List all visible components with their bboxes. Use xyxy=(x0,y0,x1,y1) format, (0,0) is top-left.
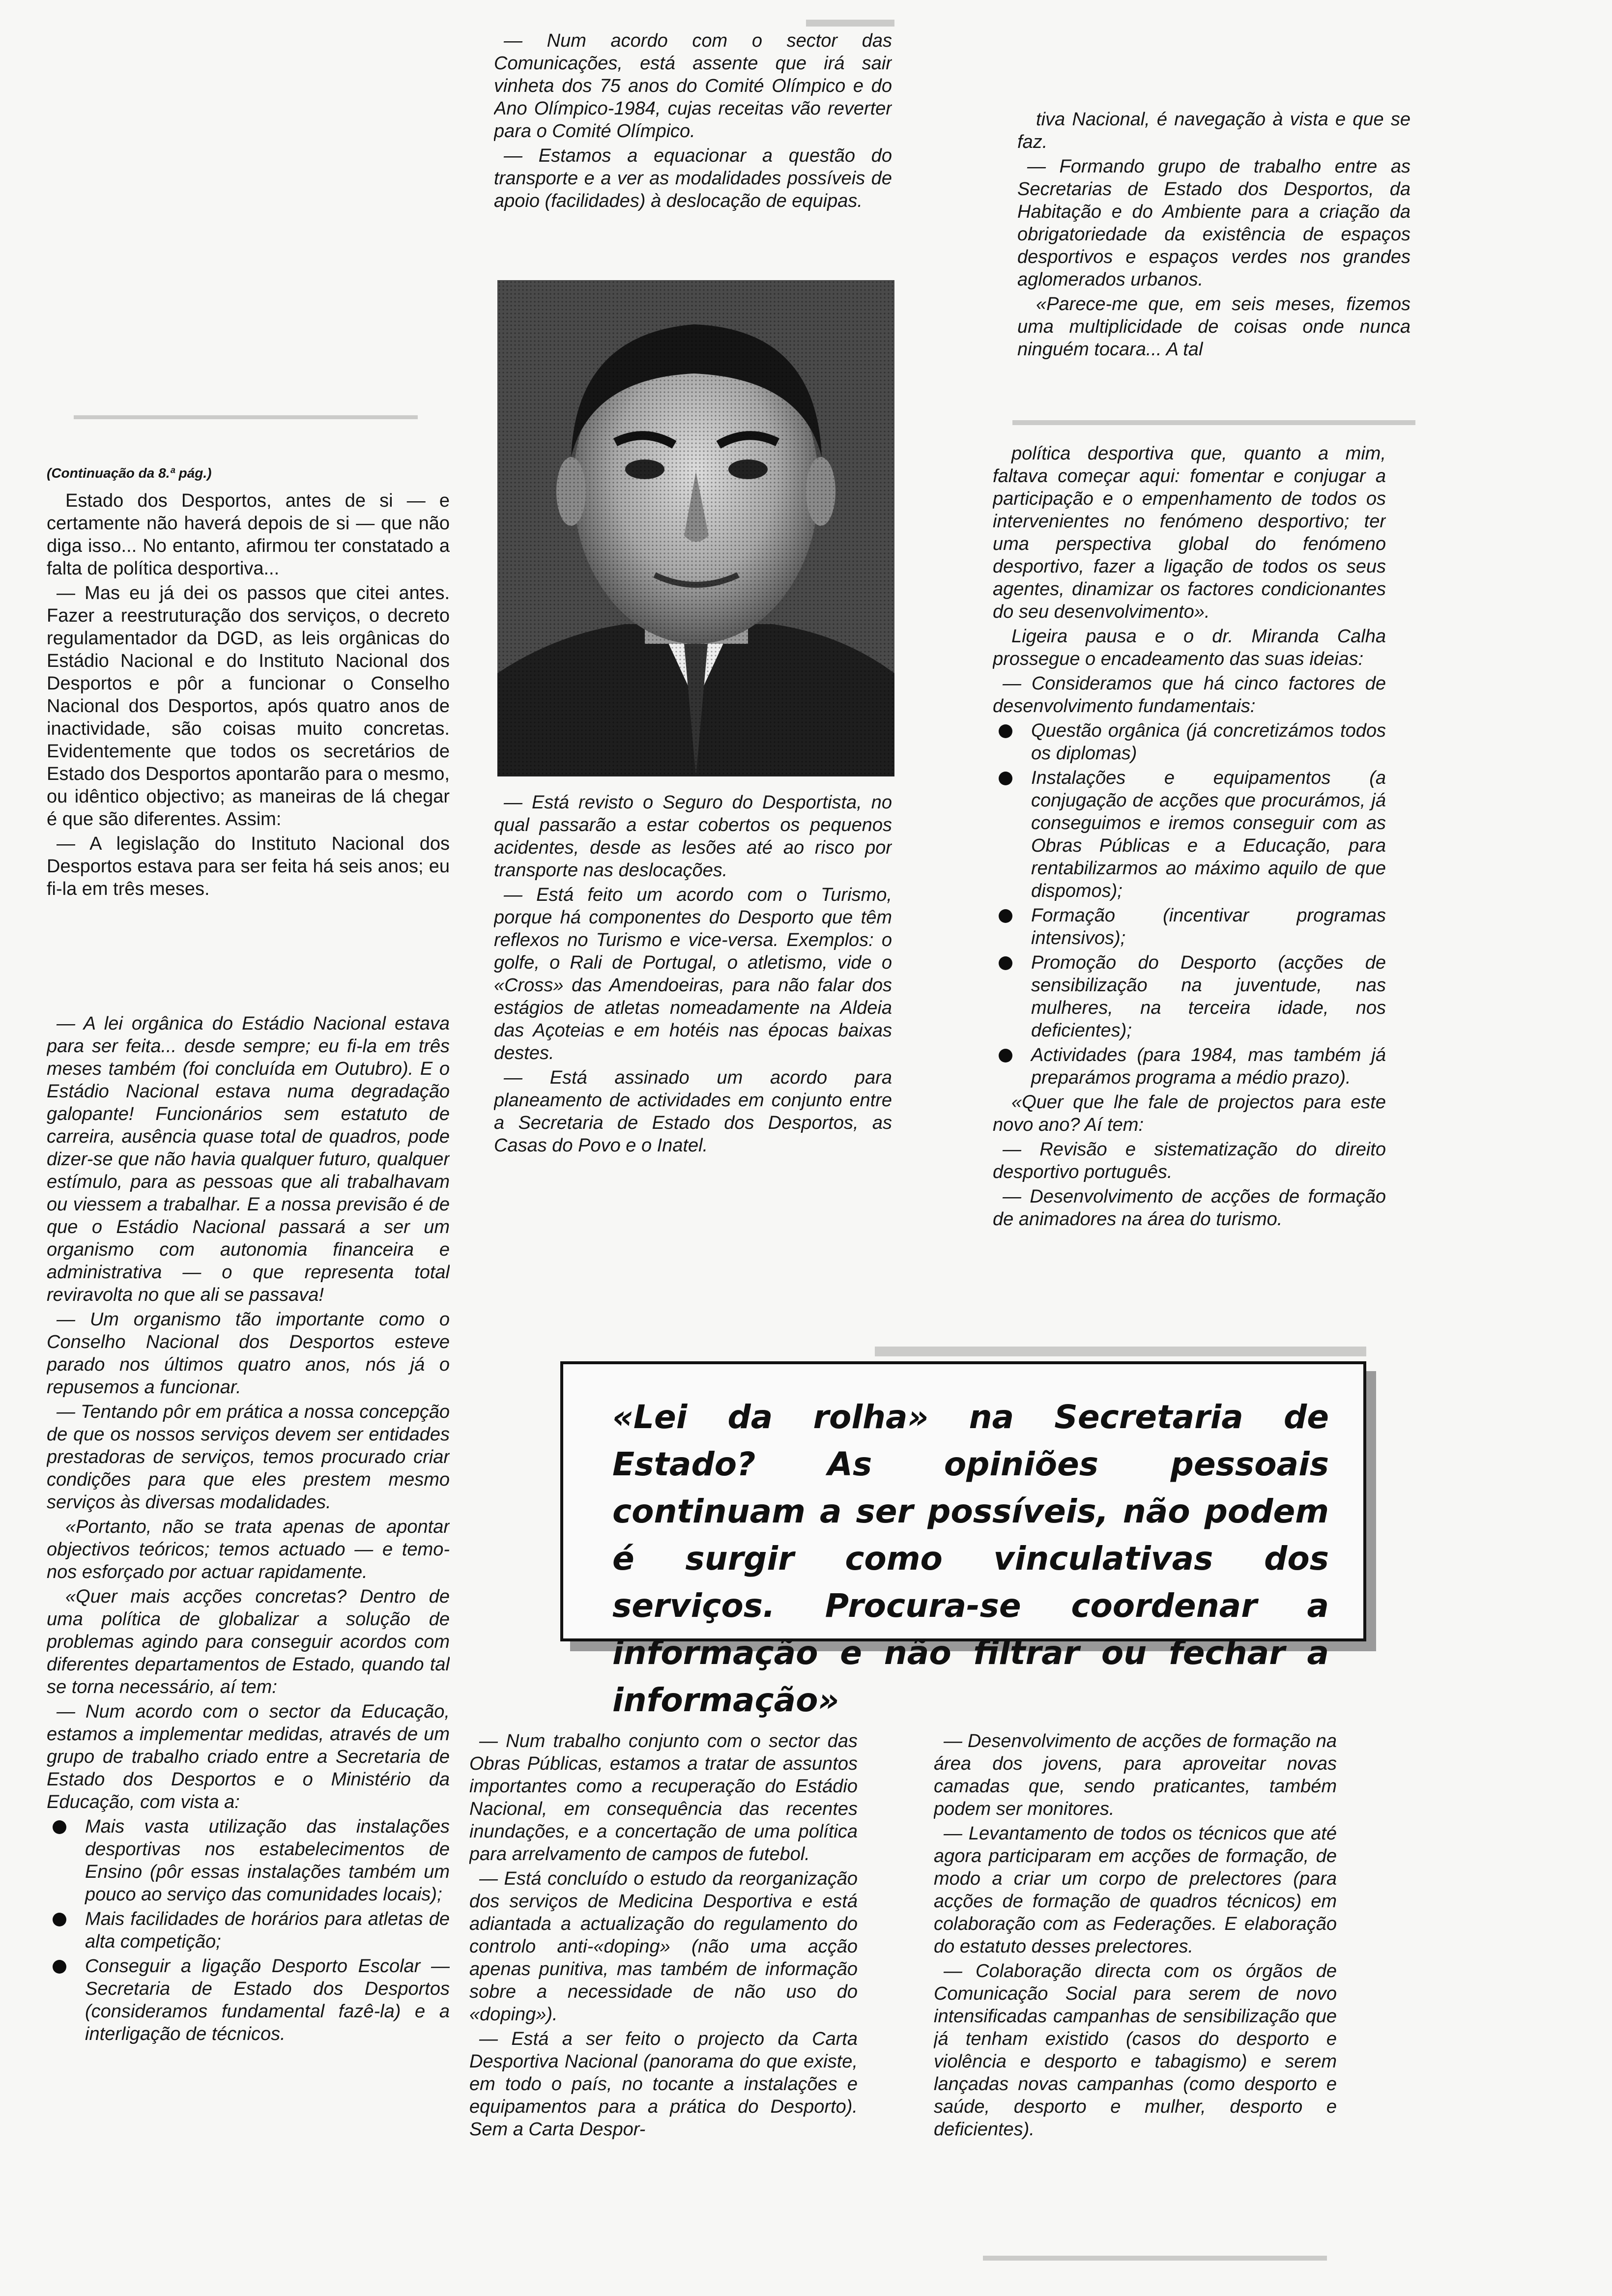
bullet-item xyxy=(993,1044,1386,1089)
paragraph-text: Questão orgânica (já concretizámos todos os diplomas) xyxy=(1031,720,1386,764)
paragraph xyxy=(993,442,1386,623)
bullet-item xyxy=(993,951,1386,1042)
paragraph-text: — Estamos a equacionar a questão do transporte e a ver as modalidades possíveis de apoio (facilidades) à deslocação de equipas. xyxy=(494,145,892,211)
paragraph-text: — Está feito um acordo com o Turismo, porque há componentes do Desporto que têm reflexos no Turismo e vice-versa. Exemplos: o golfe, o Rali de Portugal, o atletismo, vide o «Cross» das Amendoeiras, para não falar dos estágios de atletas nomeadamente na Aldeia das Açoteias e em hotéis nas épocas baixas destes. xyxy=(494,885,892,1063)
paragraph-text: — Está assinado um acordo para planeamento de actividades em conjunto entre a Secretaria de Estado dos Desportos, as Casas do Povo e o Inatel. xyxy=(494,1067,892,1156)
scan-speck xyxy=(74,415,418,419)
clipping-left-top xyxy=(47,462,450,983)
paragraph xyxy=(494,29,892,143)
scan-speck xyxy=(1012,420,1415,425)
clipping-right-top xyxy=(1017,108,1410,403)
paragraph xyxy=(47,1401,450,1514)
paragraph-text: — Um organismo tão importante como o Conselho Nacional dos Desportos esteve parado nos últimos quatro anos, nós já o repusemos a funcionar. xyxy=(47,1309,450,1398)
paragraph xyxy=(47,1516,450,1583)
paragraph xyxy=(469,1867,858,2026)
bullet-item xyxy=(47,1815,450,1906)
paragraph xyxy=(993,625,1386,670)
bullet-dot-icon xyxy=(999,956,1012,970)
bullet-dot-icon xyxy=(999,724,1012,738)
paragraph-text: — Mas eu já dei os passos que citei antes. Fazer a reestruturação dos serviços, o decreto regulamentador da DGD, as leis orgânicas do Estádio Nacional e do Instituto Nacional dos Desportos e pôr a funcionar o Conselho Nacional dos Desportos, após quatro anos de inactividade, são coisas muito concretas. Evidentemente que todos os secretários de Estado dos Desportos apontarão para o mesmo, ou idêntico objectivo; as maneiras de lá chegar é que são diferentes. Assim: xyxy=(47,583,450,830)
scan-speck xyxy=(875,1347,1366,1356)
bullet-item xyxy=(993,719,1386,765)
paragraph-text: Conseguir a ligação Desporto Escolar — Secretaria de Estado dos Desportos (consideramos fundamental fazê-la) e a interligação de técnicos. xyxy=(85,1956,450,2044)
paragraph-text: «Quer que lhe fale de projectos para este novo ano? Aí tem: xyxy=(993,1092,1386,1135)
bullet-dot-icon xyxy=(999,772,1012,785)
paragraph-text: — Num acordo com o sector das Comunicações, está assente que irá sair vinheta dos 75 anos do Comité Olímpico e do Ano Olímpico-1984, cujas receitas vão reverter para o Comité Olímpico. xyxy=(494,30,892,142)
paragraph xyxy=(1017,293,1410,361)
paragraph xyxy=(993,672,1386,718)
paragraph xyxy=(494,884,892,1064)
pull-quote-box xyxy=(560,1361,1366,1719)
paragraph-text: — Num acordo com o sector da Educação, estamos a implementar medidas, através de um grupo de trabalho criado entre a Secretaria de Estado dos Desportos e o Ministério da Educação, com vista a: xyxy=(47,1701,450,1812)
paragraph-text: «Parece-me que, em seis meses, fizemos uma multiplicidade de coisas onde nunca ninguém tocara... A tal xyxy=(1017,294,1410,360)
paragraph-text: — Desenvolvimento de acções de formação de animadores na área do turismo. xyxy=(993,1186,1386,1230)
paragraph xyxy=(934,1730,1337,1820)
paragraph-text: Estado dos Desportos, antes de si — e certamente não haverá depois de si — que não diga isso... No entanto, afirmou ter constatado a falta de política desportiva... xyxy=(47,490,450,579)
paragraph-text: — A legislação do Instituto Nacional dos Desportos estava para ser feita há seis anos; eu fi-la em três meses. xyxy=(47,833,450,899)
paragraph-text: — Levantamento de todos os técnicos que até agora participaram em acções de formação, de modo a criar um corpo de prelectores (para acções de formação de quadros técnicos) em colaboração com as Federações. E elaboração do estatuto desses prelectores. xyxy=(934,1823,1337,1957)
portrait-photo xyxy=(497,280,894,776)
paragraph-text: Mais facilidades de horários para atletas de alta competição; xyxy=(85,1909,450,1952)
clipping-left-top-body xyxy=(47,489,450,900)
paragraph xyxy=(494,791,892,882)
clipping-bottom-right xyxy=(934,1730,1337,2270)
bullet-dot-icon xyxy=(53,1960,66,1974)
paragraph xyxy=(993,1138,1386,1183)
pull-quote-text: «Lei da rolha» na Secretaria de Estado? As opiniões pessoais continuam a ser possíveis, não podem é surgir como vinculativas dos serviços. Procura-se coordenar a informação e não filtrar ou fechar a informação» xyxy=(612,1398,1329,1719)
paragraph xyxy=(47,1308,450,1399)
paragraph xyxy=(934,1822,1337,1958)
paragraph-text: — Desenvolvimento de acções de formação na área dos jovens, para aproveitar novas camadas que, sendo praticantes, também podem ser monitores. xyxy=(934,1731,1337,1819)
clipping-bottom-center xyxy=(469,1730,858,2270)
paragraph xyxy=(494,1066,892,1157)
paragraph xyxy=(1017,155,1410,291)
bullet-dot-icon xyxy=(53,1913,66,1926)
clipping-left-long xyxy=(47,1012,450,2270)
paragraph-text: «Portanto, não se trata apenas de apontar objectivos teóricos; temos actuado — e temo-nos esforçado por actuar rapidamente. xyxy=(47,1517,450,1582)
paragraph-text: Formação (incentivar programas intensivos); xyxy=(1031,905,1386,948)
paragraph-text: política desportiva que, quanto a mim, faltava começar aqui: fomentar e conjugar a participação e o empenhamento de todos os intervenientes no fenómeno desportivo; ter uma perspectiva global do fenómeno desportivo, fazer a ligação de todos os seus agentes, dinamizar os factores condicionantes do seu desenvolvimento». xyxy=(993,443,1386,622)
bullet-dot-icon xyxy=(999,909,1012,923)
paragraph-text: — Colaboração directa com os órgãos de Comunicação Social para serem de novo intensificadas campanhas de sensibilização que já tenham existido (casos do desporto e violência e desporto e tabagismo) e serem lançadas novas campanhas (como desporto e saúde, desporto e mulher, desporto e deficientes). xyxy=(934,1961,1337,2140)
paragraph-text: — Consideramos que há cinco factores de desenvolvimento fundamentais: xyxy=(993,673,1386,717)
paragraph xyxy=(993,1185,1386,1231)
paragraph-text: — Está concluído o estudo da reorganização dos serviços de Medicina Desportiva e está adiantada a actualização do regulamento do controlo anti-«doping» (não uma acção apenas punitiva, mas também de informação sobre a necessidade de não uso do «doping»). xyxy=(469,1868,858,2025)
portrait-photo-image xyxy=(497,280,894,776)
paragraph xyxy=(47,1585,450,1698)
paragraph-text: — Formando grupo de trabalho entre as Secretarias de Estado dos Desportos, da Habitação e do Ambiente para a criação da obrigatoriedade da existência de espaços desportivos e espaços verdes nos grandes aglomerados urbanos. xyxy=(1017,156,1410,290)
paragraph xyxy=(47,1700,450,1813)
bullet-dot-icon xyxy=(999,1049,1012,1062)
paragraph xyxy=(1017,108,1410,153)
bullet-dot-icon xyxy=(53,1820,66,1834)
continuation-label: (Continuação da 8.ª pág.) xyxy=(47,465,212,481)
bullet-item xyxy=(993,904,1386,949)
scan-speck xyxy=(806,20,894,27)
clipping-right-middle xyxy=(993,442,1386,1327)
paragraph-text: Ligeira pausa e o dr. Miranda Calha prossegue o encadeamento das suas ideias: xyxy=(993,626,1386,669)
paragraph xyxy=(47,489,450,580)
paragraph-text: Mais vasta utilização das instalações desportivas nos estabelecimentos de Ensino (pôr essas instalações também um pouco ao serviço das comunidades locais); xyxy=(85,1816,450,1905)
paragraph-text: Promoção do Desporto (acções de sensibilização na juventude, nas mulheres, na terceira idade, nos deficientes); xyxy=(1031,952,1386,1041)
bullet-item xyxy=(47,1908,450,1953)
paragraph-text: — Revisão e sistematização do direito desportivo português. xyxy=(993,1139,1386,1182)
clipping-center-below-photo xyxy=(494,791,892,1273)
clipping-top-center xyxy=(494,29,892,275)
bullet-item xyxy=(993,767,1386,902)
paragraph xyxy=(993,1091,1386,1136)
paragraph xyxy=(47,1012,450,1306)
paragraph xyxy=(934,1960,1337,2141)
paragraph-text: — Num trabalho conjunto com o sector das Obras Públicas, estamos a tratar de assuntos importantes como a recuperação do Estádio Nacional, em consequência das recentes inundações, e a concertação de uma política para arrelvamento de campos de futebol. xyxy=(469,1731,858,1865)
paragraph-text: Actividades (para 1984, mas também já preparámos programa a médio prazo). xyxy=(1031,1045,1386,1088)
paragraph-text: — Tentando pôr em prática a nossa concepção de que os nossos serviços devem ser entidades prestadoras de serviços, temos procurado criar condições para que eles prestem mesmo serviços às diversas modalidades. xyxy=(47,1402,450,1513)
paragraph xyxy=(469,1730,858,1866)
paragraph xyxy=(47,832,450,900)
paragraph xyxy=(47,582,450,831)
paragraph-text: — A lei orgânica do Estádio Nacional estava para ser feita... desde sempre; eu fi-la em três meses também (foi concluída em Outubro). E o Estádio Nacional estava numa degradação galopante! Funcionários sem estatuto de carreira, ausência quase total de quadros, pode dizer-se que não havia qualquer futuro, qualquer estímulo, para as pessoas que ali trabalhavam ou viessem a trabalhar. E a nossa previsão é de que o Estádio Nacional passará a ser um organismo com autonomia financeira e administrativa — o que representa total reviravolta no que ali se passava! xyxy=(47,1013,450,1305)
paragraph xyxy=(469,2028,858,2141)
paragraph-text: «Quer mais acções concretas? Dentro de uma política de globalizar a solução de problemas agindo para conseguir acordos com diferentes departamentos de Estado, quando tal se torna necessário, aí tem: xyxy=(47,1586,450,1697)
paragraph-text: — Está a ser feito o projecto da Carta Desportiva Nacional (panorama do que existe, em todo o país, no tocante a instalações e equipamentos para a prática do Desporto). Sem a Carta Despor- xyxy=(469,2029,858,2140)
paragraph-text: Instalações e equipamentos (a conjugação de acções que procurámos, já conseguimos e iremos conseguir com as Obras Públicas e a Educação, para rentabilizarmos ao máximo aquilo de que dispomos); xyxy=(1031,768,1386,901)
bullet-item xyxy=(47,1955,450,2045)
paragraph-text: — Está revisto o Seguro do Desportista, no qual passarão a estar cobertos os pequenos acidentes, desde as lesões até ao risco por transporte nas deslocações. xyxy=(494,792,892,881)
paragraph-text: tiva Nacional, é navegação à vista e que se faz. xyxy=(1017,109,1410,152)
paragraph xyxy=(494,144,892,212)
